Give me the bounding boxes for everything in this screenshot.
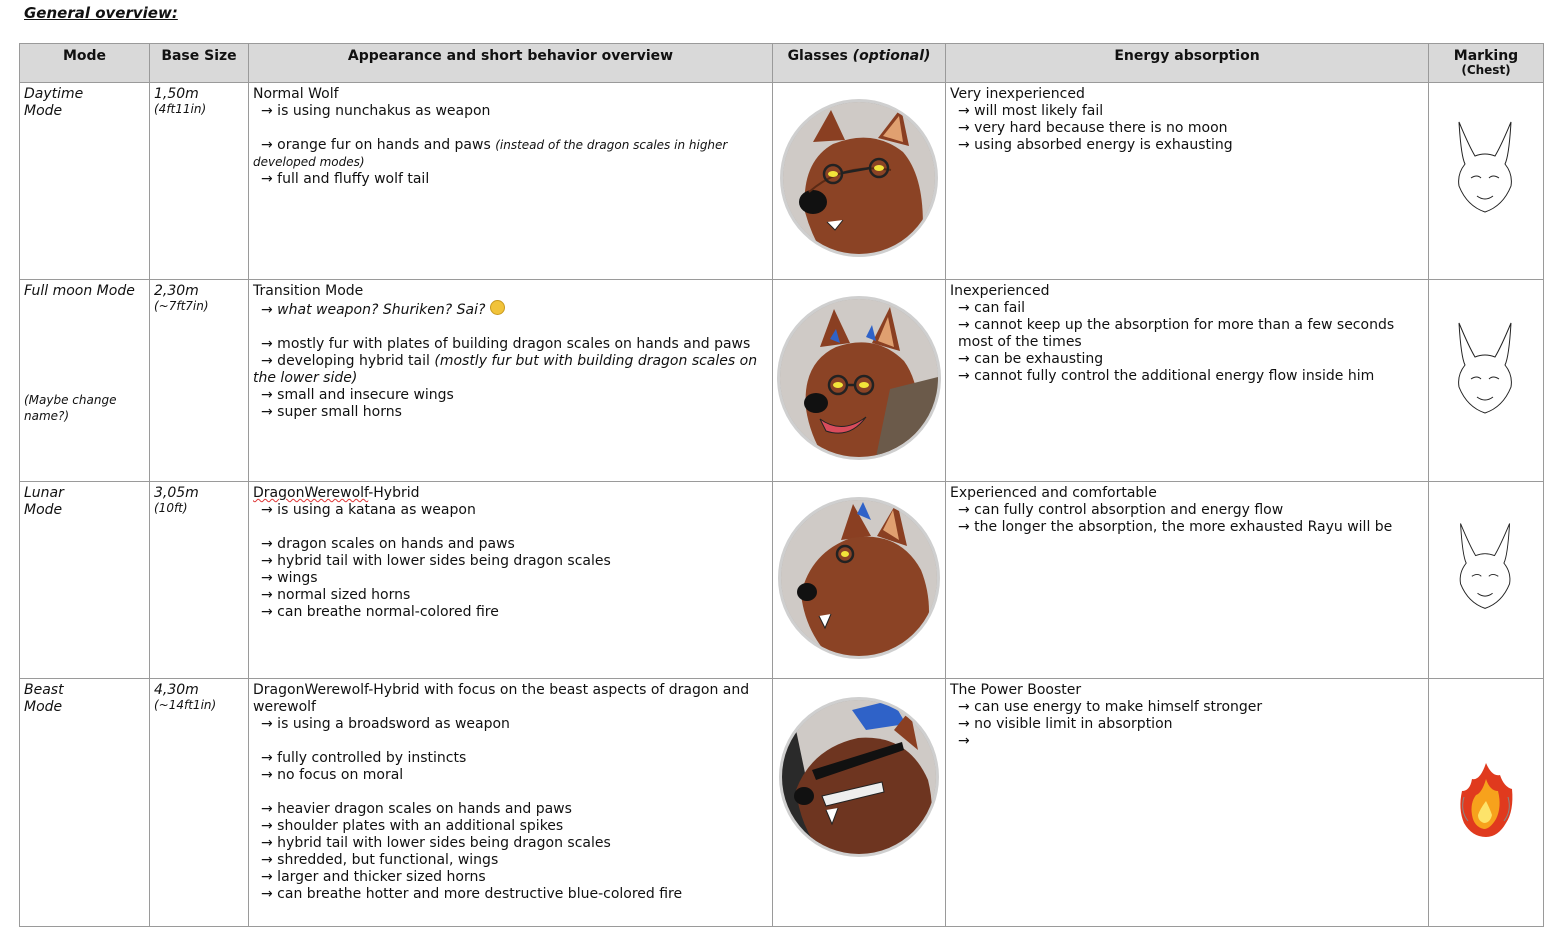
- mode-name: Beast: [24, 682, 64, 698]
- size-cell: [150, 280, 249, 482]
- header-energy: Energy absorption: [946, 44, 1429, 83]
- size-meters: 3,05m: [154, 485, 199, 501]
- behavior-item: → no focus on moral: [261, 767, 404, 783]
- appearance-weapon: → is using a broadsword as weapon: [261, 716, 510, 732]
- appearance-item: → shoulder plates with an additional spikes: [261, 818, 564, 834]
- size-meters: 2,30m: [154, 283, 199, 299]
- mode-cell: [20, 679, 150, 927]
- thinking-emoji-icon: [490, 300, 505, 315]
- appearance-item: → small and insecure wings: [261, 387, 454, 403]
- energy-title: Inexperienced: [950, 283, 1050, 299]
- mode-cell: [20, 280, 150, 482]
- size-feet: (10ft): [154, 501, 188, 515]
- table-row: [20, 83, 1544, 280]
- appearance-item: → orange fur on hands and paws (instead of the dragon scales in higher developed modes): [253, 137, 728, 169]
- header-marking-label: Marking: [1453, 48, 1519, 64]
- energy-cell: [946, 280, 1429, 482]
- energy-item: → can fail: [958, 300, 1026, 316]
- table-row: [20, 482, 1544, 679]
- wolf-head-icon: [783, 102, 935, 254]
- header-base-size: Base Size: [150, 44, 249, 83]
- header-glasses: [773, 44, 946, 83]
- mode-note: (Maybe change name?): [24, 393, 117, 423]
- size-meters: 4,30m: [154, 682, 199, 698]
- wolf-head-icon: [782, 700, 936, 854]
- energy-title: Experienced and comfortable: [950, 485, 1157, 501]
- mode-name-2: Mode: [24, 502, 63, 518]
- wolf-portrait-image: [780, 99, 938, 257]
- size-cell: [150, 482, 249, 679]
- size-cell: [150, 83, 249, 280]
- wolf-head-icon: [781, 500, 937, 656]
- appearance-cell: [249, 83, 773, 280]
- dragon-marking-icon: [1451, 317, 1521, 417]
- energy-title: Very inexperienced: [950, 86, 1085, 102]
- appearance-weapon: → is using nunchakus as weapon: [261, 103, 491, 119]
- appearance-title: Normal Wolf: [253, 86, 339, 102]
- size-feet: (~14ft1in): [154, 698, 217, 712]
- energy-cell: [946, 482, 1429, 679]
- glasses-portrait-cell: [773, 679, 946, 927]
- appearance-item: → developing hybrid tail (mostly fur but with building dragon scales on the lower side): [253, 353, 758, 386]
- wolf-portrait-image: [778, 497, 940, 659]
- table-row: [20, 280, 1544, 482]
- energy-item: → can be exhausting: [958, 351, 1104, 367]
- table-row: [20, 679, 1544, 927]
- appearance-item: → super small horns: [261, 404, 402, 420]
- behavior-item: → fully controlled by instincts: [261, 750, 467, 766]
- energy-item: → very hard because there is no moon: [958, 120, 1228, 136]
- appearance-item: → wings: [261, 570, 318, 586]
- marking-cell: [1429, 679, 1544, 927]
- size-meters: 1,50m: [154, 86, 199, 102]
- mode-name: Lunar: [24, 485, 64, 501]
- appearance-item: → shredded, but functional, wings: [261, 852, 499, 868]
- wolf-portrait-image: [779, 697, 939, 857]
- mode-name: Daytime: [24, 86, 84, 102]
- energy-title: The Power Booster: [950, 682, 1082, 698]
- header-mode: Mode: [20, 44, 150, 83]
- mode-cell: [20, 83, 150, 280]
- mode-name: Full moon Mode: [24, 283, 135, 299]
- marking-cell: [1429, 83, 1544, 280]
- appearance-item: → mostly fur with plates of building dragon scales on hands and paws: [261, 336, 751, 352]
- header-glasses-optional: (optional): [852, 48, 931, 64]
- energy-item: → the longer the absorption, the more exhausted Rayu will be: [958, 519, 1393, 535]
- marking-cell: [1429, 482, 1544, 679]
- dragon-marking-icon: [1451, 116, 1521, 216]
- appearance-item: → normal sized horns: [261, 587, 411, 603]
- dragon-marking-icon: [1453, 517, 1519, 613]
- size-feet: (~7ft7in): [154, 299, 209, 313]
- appearance-item: → hybrid tail with lower sides being dragon scales: [261, 553, 611, 569]
- appearance-item: → larger and thicker sized horns: [261, 869, 486, 885]
- energy-item: → cannot keep up the absorption for more than a few seconds most of the times: [958, 317, 1395, 350]
- glasses-portrait-cell: [773, 280, 946, 482]
- appearance-weapon: → what weapon? Shuriken? Sai?: [253, 300, 768, 319]
- header-appearance: Appearance and short behavior overview: [249, 44, 773, 83]
- energy-item: → using absorbed energy is exhausting: [958, 137, 1233, 153]
- appearance-item: → can breathe normal-colored fire: [261, 604, 499, 620]
- appearance-cell: [249, 482, 773, 679]
- energy-cell: [946, 679, 1429, 927]
- energy-item: →: [958, 733, 970, 749]
- energy-cell: [946, 83, 1429, 280]
- energy-item: → no visible limit in absorption: [958, 716, 1173, 732]
- appearance-item: → full and fluffy wolf tail: [261, 171, 430, 187]
- energy-item: → can fully control absorption and energy flow: [958, 502, 1284, 518]
- mode-name-2: Mode: [24, 699, 63, 715]
- wolf-portrait-image: [777, 296, 941, 460]
- appearance-title: DragonWerewolf-Hybrid with focus on the beast aspects of dragon and werewolf: [253, 682, 750, 715]
- appearance-item: → dragon scales on hands and paws: [261, 536, 515, 552]
- size-feet: (4ft11in): [154, 102, 207, 116]
- document-title: General overview:: [24, 4, 178, 22]
- header-row: [20, 44, 1544, 83]
- energy-item: → cannot fully control the additional energy flow inside him: [958, 368, 1375, 384]
- appearance-title: Transition Mode: [253, 283, 364, 299]
- glasses-portrait-cell: [773, 482, 946, 679]
- appearance-cell: [249, 280, 773, 482]
- mode-cell: [20, 482, 150, 679]
- appearance-note: (mostly fur but with building dragon scales on the lower side): [253, 353, 758, 386]
- wolf-head-icon: [780, 299, 938, 457]
- appearance-note: (instead of the dragon scales in higher developed modes): [253, 138, 728, 169]
- mode-name-2: Mode: [24, 103, 63, 119]
- appearance-title: DragonWerewolf-Hybrid: [253, 485, 420, 501]
- header-glasses-label: Glasses: [787, 48, 848, 64]
- header-marking-sub: (Chest): [1461, 63, 1511, 77]
- appearance-item: → can breathe hotter and more destructive blue-colored fire: [261, 886, 683, 902]
- appearance-item: → heavier dragon scales on hands and paws: [261, 801, 572, 817]
- appearance-item: → hybrid tail with lower sides being dragon scales: [261, 835, 611, 851]
- flame-marking-icon: [1456, 761, 1516, 839]
- overview-table: [19, 43, 1544, 927]
- energy-item: → will most likely fail: [958, 103, 1104, 119]
- glasses-portrait-cell: [773, 83, 946, 280]
- header-marking: [1429, 44, 1544, 83]
- energy-item: → can use energy to make himself stronger: [958, 699, 1263, 715]
- size-cell: [150, 679, 249, 927]
- marking-cell: [1429, 280, 1544, 482]
- appearance-weapon: → is using a katana as weapon: [261, 502, 476, 518]
- appearance-cell: [249, 679, 773, 927]
